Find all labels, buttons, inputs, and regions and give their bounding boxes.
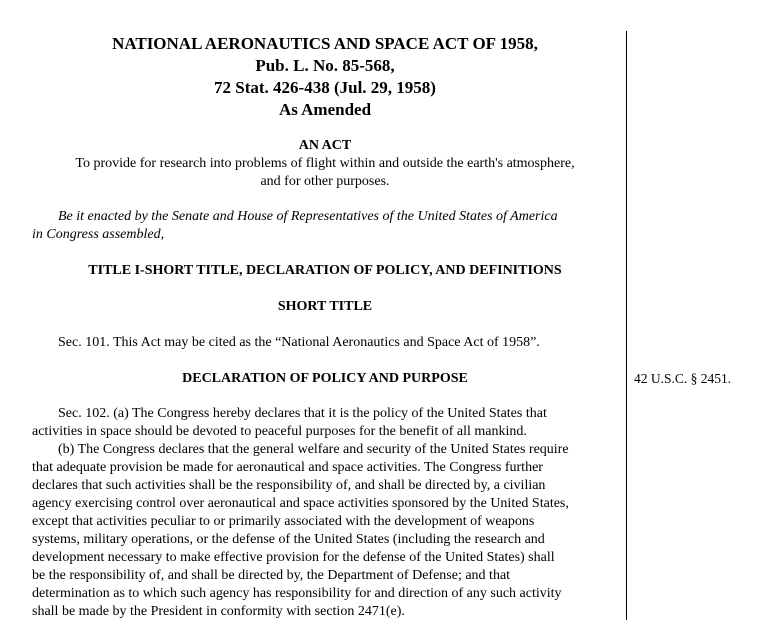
policy-heading: DECLARATION OF POLICY AND PURPOSE — [182, 371, 468, 386]
sec-102-line: activities in space should be devoted to peaceful purposes for the benefit of all mankind. — [32, 424, 527, 439]
sec-102-line: determination as to which such agency has responsibility for and direction of any such activity — [32, 586, 562, 601]
sec-102-line: (b) The Congress declares that the general welfare and security of the United States require — [58, 442, 569, 457]
sec-102-line: shall be made by the President in conformity with section 2471(e). — [32, 604, 405, 619]
an-act-heading: AN ACT — [298, 138, 352, 153]
sec-101-text: Sec. 101. This Act may be cited as the “National Aeronautics and Space Act of 1958”. — [58, 335, 540, 350]
sec-102-line: agency exercising control over aeronautical and space activities sponsored by the United States, — [32, 496, 569, 511]
amended-note: As Amended — [278, 100, 372, 119]
sec-102-line: except that activities peculiar to or primarily associated with the development of weapons — [32, 514, 535, 529]
sec-102-line: Sec. 102. (a) The Congress hereby declares that it is the policy of the United States that — [58, 406, 547, 421]
margin-citation: 42 U.S.C. § 2451. — [634, 371, 732, 386]
title-i-heading: TITLE I-SHORT TITLE, DECLARATION OF POLICY, AND DEFINITIONS — [88, 263, 562, 278]
enacting-clause-line1: Be it enacted by the Senate and House of Representatives of the United States of America — [58, 209, 558, 224]
public-law-citation: Pub. L. No. 85-568, — [255, 56, 395, 75]
sec-102-line: development necessary to make effective provision for the defense of the United States) shall — [32, 550, 555, 565]
short-title-heading: SHORT TITLE — [277, 299, 373, 314]
sec-102-line: that adequate provision be made for aeronautical and space activities. The Congress further — [32, 460, 543, 475]
act-purpose-line2: and for other purposes. — [260, 174, 390, 189]
enacting-clause-line2: in Congress assembled, — [32, 227, 165, 242]
sec-102-line: declares that such activities shall be the responsibility of, and shall be directed by, a civilian — [32, 478, 546, 493]
act-title: NATIONAL AERONAUTICS AND SPACE ACT OF 1958, — [112, 34, 538, 53]
act-purpose-line1: To provide for research into problems of flight within and outside the earth's atmosphere, — [75, 156, 575, 171]
margin-divider — [626, 31, 627, 620]
sec-102-line: systems, military operations, or the defense of the United States (including the research and — [32, 532, 545, 547]
statute-citation: 72 Stat. 426-438 (Jul. 29, 1958) — [214, 78, 436, 97]
sec-102-line: be the responsibility of, and shall be directed by, the Department of Defense; and that — [32, 568, 511, 583]
